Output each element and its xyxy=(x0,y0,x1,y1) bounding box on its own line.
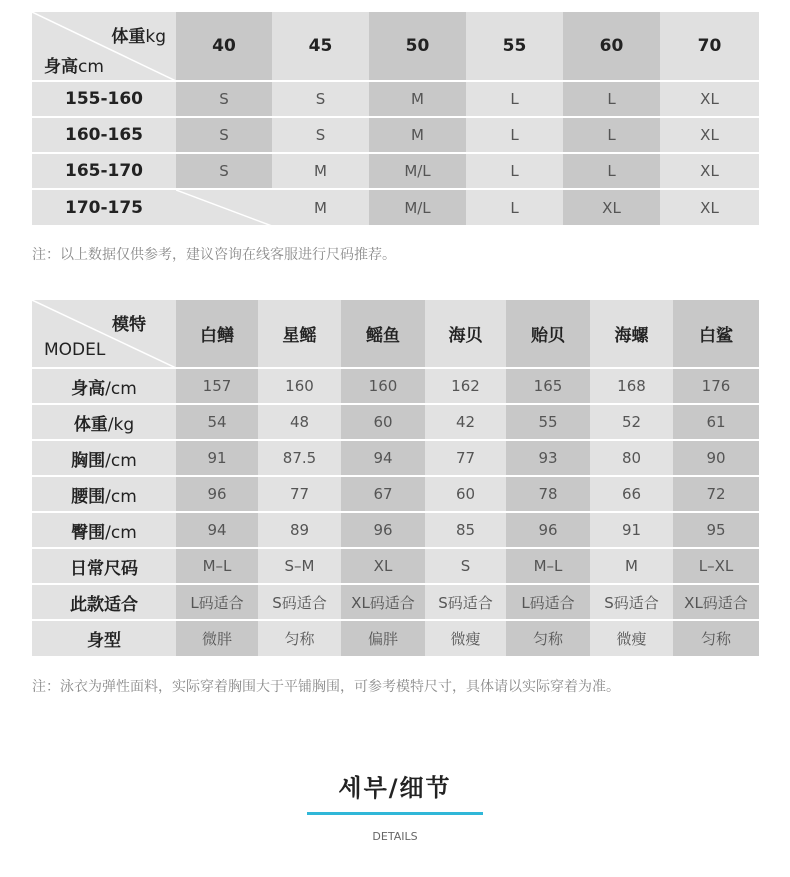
details-accent-line xyxy=(307,812,483,815)
height-range-label: 155-160 xyxy=(32,81,176,117)
size-cell: L xyxy=(466,153,563,189)
measure-cell: 94 xyxy=(341,440,425,476)
measure-cell: 168 xyxy=(590,368,673,404)
measure-cell: S码适合 xyxy=(590,584,673,620)
measure-cell: M–L xyxy=(176,548,258,584)
size-cell-not-available xyxy=(176,189,272,225)
weight-axis-label: 体重kg xyxy=(111,27,166,47)
measure-cell: 42 xyxy=(425,404,506,440)
size-cell: XL xyxy=(563,189,660,225)
measure-label: 臀围/cm xyxy=(32,512,176,548)
size-cell: S xyxy=(176,117,272,153)
measure-cell: 微胖 xyxy=(176,620,258,656)
measure-cell: 162 xyxy=(425,368,506,404)
measure-cell: 72 xyxy=(673,476,759,512)
table-row xyxy=(32,584,759,620)
details-section-title: 세부/细节 xyxy=(338,774,452,802)
height-axis-label: 身高cm xyxy=(44,57,104,77)
size-cell: L xyxy=(466,81,563,117)
measure-cell: 54 xyxy=(176,404,258,440)
measure-label: 身高/cm xyxy=(32,368,176,404)
size-cell: L xyxy=(563,117,660,153)
measure-cell: S码适合 xyxy=(425,584,506,620)
measure-cell: 157 xyxy=(176,368,258,404)
weight-header: 60 xyxy=(563,12,660,81)
measure-cell: 94 xyxy=(176,512,258,548)
model-name-header: 星鳐 xyxy=(258,300,341,368)
measure-label: 此款适合 xyxy=(32,584,176,620)
size-cell: XL xyxy=(660,81,759,117)
details-section-subtitle: DETAILS xyxy=(372,830,418,843)
size-cell: XL xyxy=(660,189,759,225)
measure-cell: 80 xyxy=(590,440,673,476)
size-cell: XL xyxy=(660,117,759,153)
measure-cell: 77 xyxy=(258,476,341,512)
height-range-label: 160-165 xyxy=(32,117,176,153)
measure-cell: L码适合 xyxy=(176,584,258,620)
measure-cell: 66 xyxy=(590,476,673,512)
weight-header: 45 xyxy=(272,12,369,81)
table-row xyxy=(32,512,759,548)
measure-cell: 96 xyxy=(176,476,258,512)
model-table-note: 注：泳衣为弹性面料，实际穿着胸围大于平铺胸围，可参考模特尺寸，具体请以实际穿着为准。 xyxy=(32,679,620,695)
measure-cell: 90 xyxy=(673,440,759,476)
table-row xyxy=(32,153,759,189)
measure-cell: 61 xyxy=(673,404,759,440)
measure-cell: 96 xyxy=(506,512,590,548)
measure-cell: S xyxy=(425,548,506,584)
measure-label: 胸围/cm xyxy=(32,440,176,476)
model-name-header: 贻贝 xyxy=(506,300,590,368)
size-cell: M xyxy=(272,153,369,189)
measure-cell: 89 xyxy=(258,512,341,548)
weight-header: 55 xyxy=(466,12,563,81)
model-corner-header xyxy=(32,300,176,368)
table-row xyxy=(32,81,759,117)
measure-cell: 78 xyxy=(506,476,590,512)
measure-cell: 77 xyxy=(425,440,506,476)
measure-cell: 微瘦 xyxy=(425,620,506,656)
model-name-header: 海螺 xyxy=(590,300,673,368)
measure-cell: 微瘦 xyxy=(590,620,673,656)
model-name-header: 鳐鱼 xyxy=(341,300,425,368)
model-measurements-table xyxy=(32,300,759,656)
table-row xyxy=(32,440,759,476)
table-row xyxy=(32,548,759,584)
size-cell: L xyxy=(466,117,563,153)
measure-cell: 160 xyxy=(341,368,425,404)
measure-cell: XL xyxy=(341,548,425,584)
weight-header: 40 xyxy=(176,12,272,81)
size-cell: M xyxy=(369,81,466,117)
table-row xyxy=(32,476,759,512)
model-axis-label: 模特 xyxy=(112,315,146,335)
size-chart-note: 注：以上数据仅供参考，建议咨询在线客服进行尺码推荐。 xyxy=(32,247,396,263)
model-name-header: 白鲨 xyxy=(673,300,759,368)
measure-label: 身型 xyxy=(32,620,176,656)
measure-cell: 96 xyxy=(341,512,425,548)
height-range-label: 165-170 xyxy=(32,153,176,189)
measure-cell: S–M xyxy=(258,548,341,584)
size-cell: S xyxy=(272,81,369,117)
measure-label: 腰围/cm xyxy=(32,476,176,512)
table-row xyxy=(32,620,759,656)
measure-cell: L–XL xyxy=(673,548,759,584)
table-row xyxy=(32,368,759,404)
measure-cell: L码适合 xyxy=(506,584,590,620)
measure-cell: 95 xyxy=(673,512,759,548)
weight-header: 70 xyxy=(660,12,759,81)
measure-label: 体重/kg xyxy=(32,404,176,440)
measure-cell: 60 xyxy=(425,476,506,512)
measure-cell: 160 xyxy=(258,368,341,404)
measure-cell: 偏胖 xyxy=(341,620,425,656)
size-cell: S xyxy=(272,117,369,153)
measure-cell: 91 xyxy=(590,512,673,548)
measure-cell: 176 xyxy=(673,368,759,404)
measure-cell: M–L xyxy=(506,548,590,584)
size-corner-header xyxy=(32,12,176,81)
measure-cell: 匀称 xyxy=(258,620,341,656)
measure-cell: M xyxy=(590,548,673,584)
measure-cell: 55 xyxy=(506,404,590,440)
size-cell: S xyxy=(176,81,272,117)
measure-cell: 91 xyxy=(176,440,258,476)
model-name-header: 白鳝 xyxy=(176,300,258,368)
size-cell: L xyxy=(563,81,660,117)
measure-cell: 85 xyxy=(425,512,506,548)
measure-cell: 60 xyxy=(341,404,425,440)
size-cell: L xyxy=(466,189,563,225)
size-cell: XL xyxy=(660,153,759,189)
measure-cell: 匀称 xyxy=(506,620,590,656)
measure-cell: 52 xyxy=(590,404,673,440)
measure-cell: 匀称 xyxy=(673,620,759,656)
cell-diagonal xyxy=(176,190,272,225)
table-row xyxy=(32,189,759,225)
size-cell: M/L xyxy=(369,153,466,189)
size-cell: M/L xyxy=(369,189,466,225)
measure-cell: 87.5 xyxy=(258,440,341,476)
size-chart-table xyxy=(32,12,759,225)
table-row xyxy=(32,117,759,153)
size-cell: S xyxy=(176,153,272,189)
size-cell: L xyxy=(563,153,660,189)
measure-cell: 93 xyxy=(506,440,590,476)
measure-cell: 48 xyxy=(258,404,341,440)
model-axis-label-en: MODEL xyxy=(44,340,106,360)
size-cell: M xyxy=(272,189,369,225)
weight-header: 50 xyxy=(369,12,466,81)
height-range-label: 170-175 xyxy=(32,189,176,225)
measure-cell: S码适合 xyxy=(258,584,341,620)
table-row xyxy=(32,404,759,440)
measure-cell: XL码适合 xyxy=(341,584,425,620)
measure-label: 日常尺码 xyxy=(32,548,176,584)
measure-cell: 67 xyxy=(341,476,425,512)
measure-cell: 165 xyxy=(506,368,590,404)
size-cell: M xyxy=(369,117,466,153)
measure-cell: XL码适合 xyxy=(673,584,759,620)
model-name-header: 海贝 xyxy=(425,300,506,368)
